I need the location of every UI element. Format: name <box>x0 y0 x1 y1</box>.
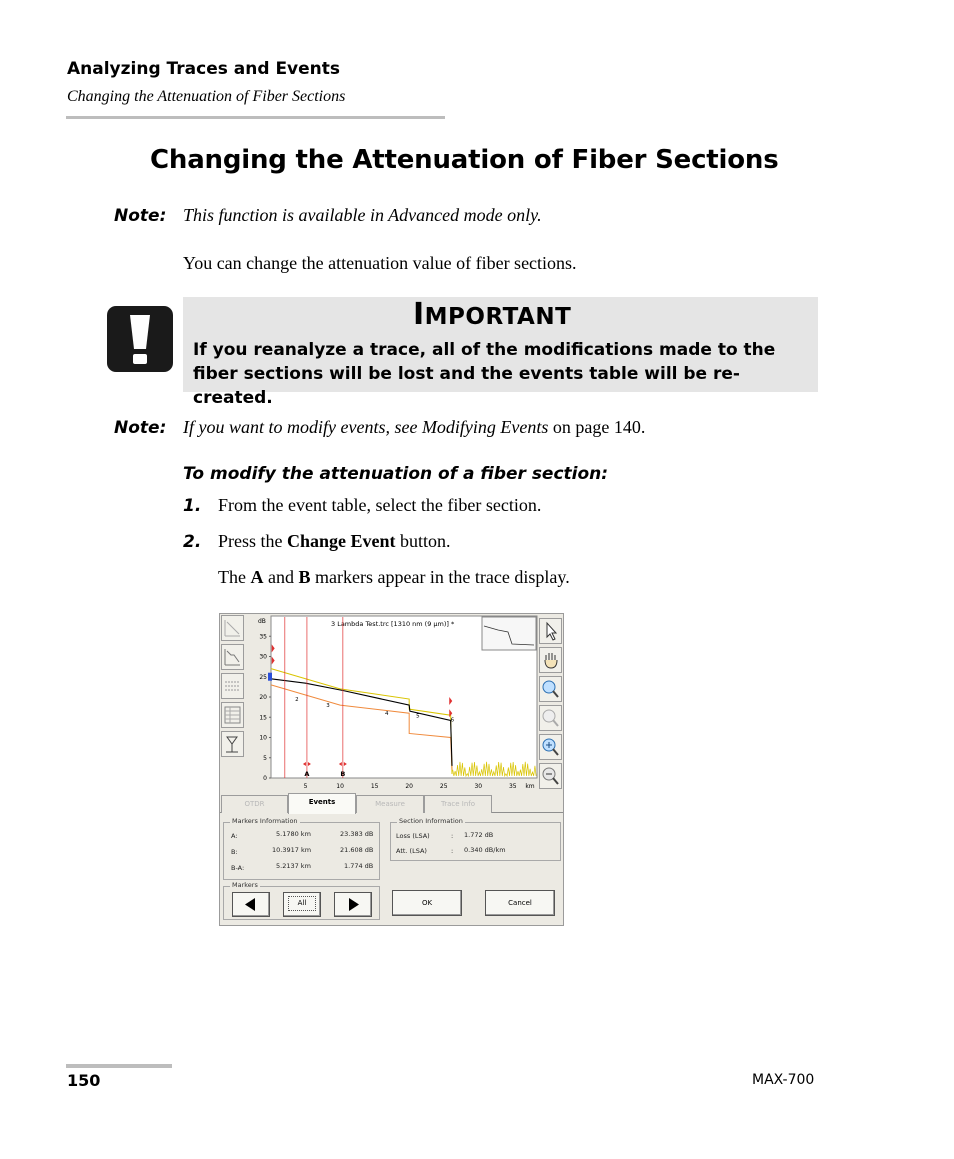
note-link[interactable]: If you want to modify events, see Modifying Events <box>183 417 549 437</box>
marker-row-km: 5.2137 km <box>276 862 311 870</box>
section-row-label: Att. (LSA) <box>396 847 427 855</box>
section-row-value: 0.340 dB/km <box>464 846 506 854</box>
step-text: From the event table, select the fiber section. <box>218 495 542 515</box>
markers-group <box>223 881 380 920</box>
graph-view-tool-icon[interactable] <box>221 644 244 670</box>
tab-measure[interactable]: Measure <box>356 795 424 813</box>
table-view-tool-icon[interactable] <box>221 702 244 728</box>
zoom-out-tool-icon[interactable] <box>539 763 562 789</box>
event-label: 5 <box>416 713 420 720</box>
section-row-separator: : <box>451 847 454 855</box>
x-tick-label: 5 <box>303 783 308 790</box>
marker-row-label: B: <box>231 848 238 856</box>
trace-title: 3 Lambda Test.trc [1310 nm (9 µm)] * <box>331 620 455 628</box>
note-label: Note: <box>114 206 167 226</box>
header-rule <box>66 116 445 119</box>
span-start-indicator <box>268 673 272 681</box>
event-label: 4 <box>385 711 389 718</box>
marker-row-label: A: <box>231 832 238 840</box>
event-label: 3 <box>326 703 330 710</box>
arrow-right-icon <box>335 893 371 916</box>
event-label: 6 <box>450 717 455 724</box>
step-result-text: The A and B markers appear in the trace display. <box>218 567 570 587</box>
x-tick-label: 10 <box>336 783 344 790</box>
marker-row-db: 21.608 dB <box>340 846 374 854</box>
section-row-separator: : <box>451 832 454 840</box>
important-title: IMPORTANT <box>413 297 572 332</box>
zoom-fit-tool-icon[interactable] <box>539 676 562 702</box>
ok-button[interactable]: OK <box>392 890 462 916</box>
note-label-2: Note: <box>114 418 167 438</box>
tab-otdr[interactable]: OTDR <box>221 795 288 813</box>
zoom-area-tool-icon[interactable] <box>221 615 244 641</box>
product-model: MAX-700 <box>752 1072 815 1088</box>
running-header-subtitle: Changing the Attenuation of Fiber Sections <box>67 88 346 105</box>
exclamation-icon <box>106 305 174 373</box>
all-markers-button[interactable]: All <box>283 892 321 917</box>
note-text: This function is available in Advanced mode only. <box>183 205 542 225</box>
section-row-value: 1.772 dB <box>464 831 494 839</box>
zoom-reset-tool-icon[interactable] <box>539 705 562 731</box>
step-number: 2. <box>183 532 202 552</box>
note-text-2: If you want to modify events, see Modifying Events on page 140. <box>183 417 646 437</box>
x-unit-label: km <box>525 783 535 790</box>
cancel-button[interactable]: Cancel <box>485 890 555 916</box>
overlay-tool-icon[interactable] <box>221 673 244 699</box>
next-marker-button[interactable] <box>334 892 372 917</box>
section-row-label: Loss (LSA) <box>396 832 430 840</box>
marker-row-db: 23.383 dB <box>340 830 374 838</box>
y-tick-label: 0 <box>263 775 267 782</box>
x-tick-label: 20 <box>405 783 414 790</box>
intro-paragraph: You can change the attenuation value of fiber sections. <box>183 253 577 273</box>
hand-pan-tool-icon[interactable] <box>539 647 562 673</box>
tab-trace-info[interactable]: Trace Info <box>424 795 492 813</box>
marker-row-label: B-A: <box>231 864 245 872</box>
arrow-left-icon <box>233 893 269 916</box>
footer-rule <box>66 1064 172 1068</box>
tab-events[interactable]: Events <box>288 793 356 814</box>
markers-information-group <box>223 817 380 880</box>
marker-label: A <box>304 770 310 778</box>
group-title: Markers <box>232 881 258 889</box>
zoom-in-tool-icon[interactable] <box>539 734 562 760</box>
y-tick-label: 10 <box>259 734 267 742</box>
group-title: Section Information <box>399 817 463 825</box>
y-tick-label: 25 <box>259 673 267 681</box>
running-header-title: Analyzing Traces and Events <box>67 59 341 79</box>
y-tick-label: 35 <box>259 633 267 641</box>
group-title: Markers Information <box>232 817 298 825</box>
section-information-group <box>390 817 561 861</box>
y-tick-label: 30 <box>259 653 267 661</box>
otdr-screenshot <box>219 613 564 926</box>
y-unit-label: dB <box>258 618 266 625</box>
trace-graph[interactable] <box>246 614 538 792</box>
marker-row-db: 1.774 dB <box>344 862 374 870</box>
y-tick-label: 15 <box>259 714 267 722</box>
procedure-title: To modify the attenuation of a fiber section: <box>183 464 609 484</box>
important-text: If you reanalyze a trace, all of the modifications made to the fiber sections will be lost and the events table will be re-created. <box>193 340 776 408</box>
x-tick-label: 15 <box>370 783 379 790</box>
x-tick-label: 30 <box>474 783 483 790</box>
y-tick-label: 20 <box>259 694 267 701</box>
tab-bar <box>220 793 563 813</box>
event-label: 2 <box>295 697 299 704</box>
x-tick-label: 25 <box>439 783 448 790</box>
step-text: Press the Change Event button. <box>218 531 451 551</box>
previous-marker-button[interactable] <box>232 892 270 917</box>
event-tool-icon[interactable] <box>221 731 244 757</box>
x-tick-label: 35 <box>508 783 517 790</box>
marker-label: B <box>340 770 346 778</box>
pointer-tool-icon[interactable] <box>539 618 562 644</box>
marker-row-km: 5.1780 km <box>276 830 311 838</box>
page-number: 150 <box>67 1071 101 1090</box>
y-tick-label: 5 <box>263 754 267 762</box>
step-number: 1. <box>183 496 202 516</box>
page-title: Changing the Attenuation of Fiber Sections <box>150 145 779 175</box>
marker-row-km: 10.3917 km <box>272 846 312 854</box>
